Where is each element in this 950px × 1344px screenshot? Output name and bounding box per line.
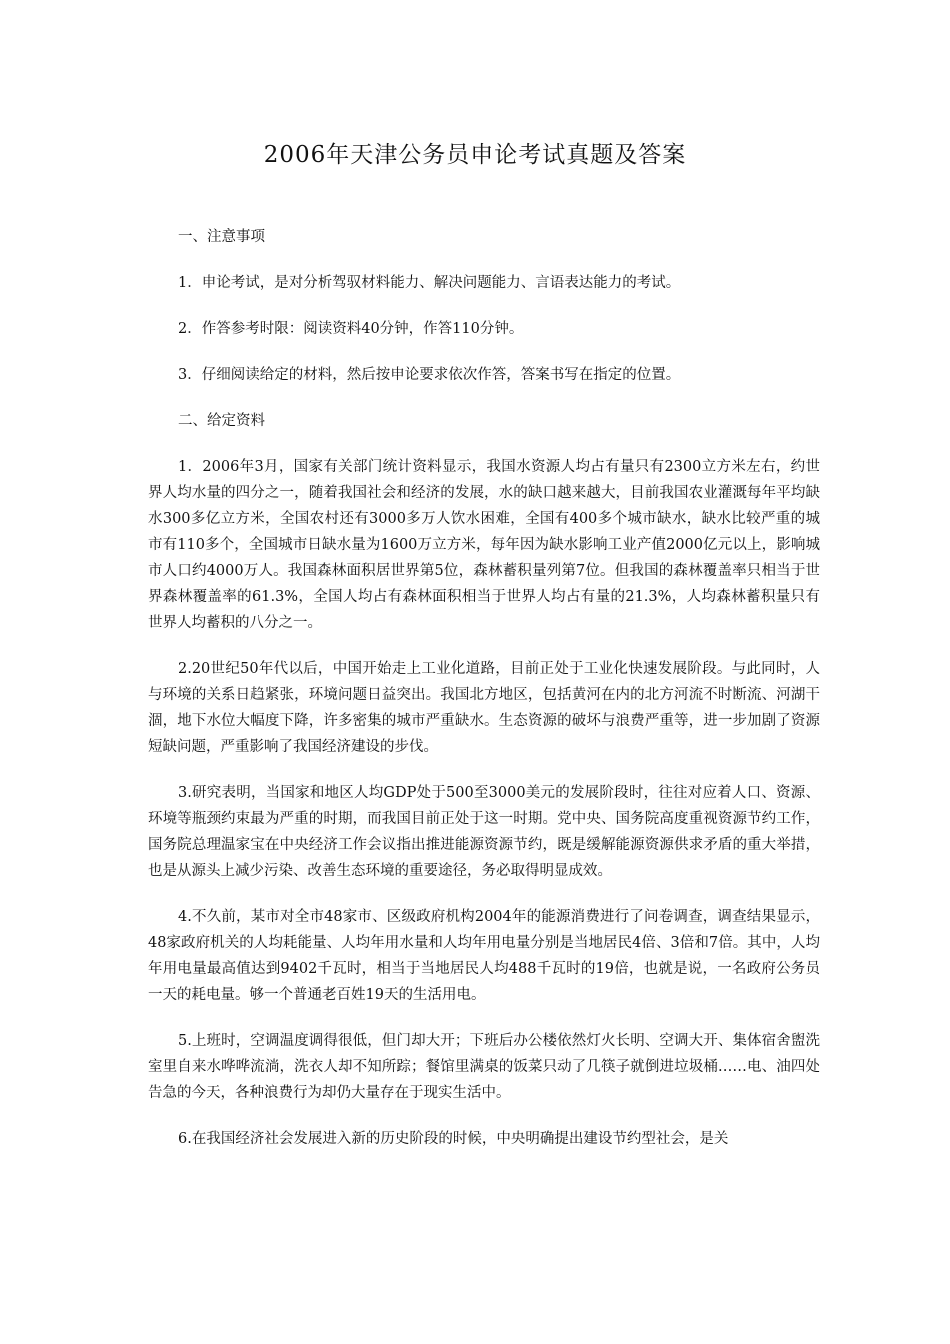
section-heading-notes: 一、注意事项 xyxy=(178,229,265,245)
page-title: 2006年天津公务员申论考试真题及答案 xyxy=(263,142,687,168)
section-heading-materials: 二、给定资料 xyxy=(178,413,265,429)
note-item-3: 3．仔细阅读给定的材料，然后按申论要求依次作答，答案书写在指定的位置。 xyxy=(178,367,681,383)
material-paragraph-2: 2.20世纪50年代以后，中国开始走上工业化道路，目前正处于工业化快速发展阶段。与此同时，人与环境的关系日趋紧张，环境问题日益突出。我国北方地区，包括黄河在内的北方河流不时断流、河湖干涸，地下水位大幅度下降，许多密集的城市严重缺水。生态资源的破坏与浪费严重等，进一步加剧了资源短缺问题，严重影响了我国经济建设的步伐。 xyxy=(148,661,820,755)
material-paragraph-3: 3.研究表明，当国家和地区人均GDP处于500至3000美元的发展阶段时，往往对应着人口、资源、环境等瓶颈约束最为严重的时期，而我国目前正处于这一时期。党中央、国务院高度重视资源节约工作，国务院总理温家宝在中央经济工作会议指出推进能源资源节约，既是缓解能源资源供求矛盾的重大举措，也是从源头上减少污染、改善生态环境的重要途径，务必取得明显成效。 xyxy=(148,785,820,879)
note-item-2: 2．作答参考时限：阅读资料40分钟，作答110分钟。 xyxy=(178,321,524,337)
material-paragraph-6: 6.在我国经济社会发展进入新的历史阶段的时候，中央明确提出建设节约型社会，是关 xyxy=(178,1131,729,1147)
material-paragraph-5: 5.上班时，空调温度调得很低，但门却大开；下班后办公楼依然灯火长明、空调大开、集体宿舍盥洗室里自来水哗哗流淌，洗衣人却不知所踪；餐馆里满桌的饭菜只动了几筷子就倒进垃圾桶……电、油四处告急的今天，各种浪费行为却仍大量存在于现实生活中。 xyxy=(148,1033,820,1101)
note-item-1: 1．申论考试，是对分析驾驭材料能力、解决问题能力、言语表达能力的考试。 xyxy=(178,275,681,291)
material-paragraph-4: 4.不久前，某市对全市48家市、区级政府机构2004年的能源消费进行了问卷调查，调查结果显示，48家政府机关的人均耗能量、人均年用水量和人均年用电量分别是当地居民4倍、3倍和7倍。其中，人均年用电量最高值达到9402千瓦时，相当于当地居民人均488千瓦时的19倍，也就是说，一名政府公务员一天的耗电量。够一个普通老百姓19天的生活用电。 xyxy=(148,909,820,1003)
document-body xyxy=(148,224,820,1172)
material-paragraph-1: 1．2006年3月，国家有关部门统计资料显示，我国水资源人均占有量只有2300立方米左右，约世界人均水量的四分之一，随着我国社会和经济的发展，水的缺口越来越大，目前我国农业灌溉每年平均缺水300多亿立方米，全国农村还有3000多万人饮水困难，全国有400多个城市缺水，缺水比较严重的城市有110多个，全国城市日缺水量为1600万立方米，每年因为缺水影响工业产值2000亿元以上，影响城市人口约4000万人。我国森林面积居世界第5位，森林蓄积量列第7位。但我国的森林覆盖率只相当于世界森林覆盖率的61.3%，全国人均占有森林面积相当于世界人均占有量的21.3%，人均森林蓄积量只有世界人均蓄积的八分之一。 xyxy=(148,459,820,631)
